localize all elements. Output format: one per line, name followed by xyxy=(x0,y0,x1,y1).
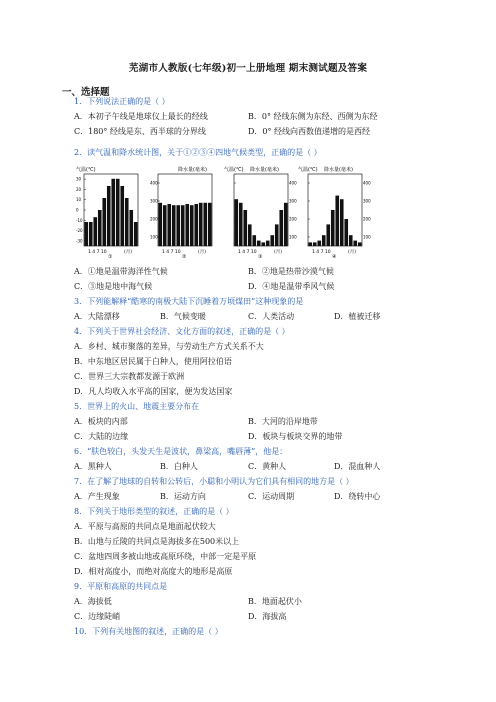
question-4: 4．下列关于世界社会经济、文化方面的叙述，正确的是（ ） xyxy=(74,327,290,336)
bar xyxy=(116,179,120,246)
bar xyxy=(163,205,167,246)
bar xyxy=(125,198,129,246)
bar xyxy=(322,235,326,246)
option-1d: D．0° 经线向西数值递增的是西经 xyxy=(248,127,371,136)
question-6: 6．“肤色较白，头发天生是波状，鼻梁高，嘴唇薄”，他是： xyxy=(74,447,288,456)
option-7b: B．运动方向 xyxy=(160,492,206,501)
climate-charts xyxy=(74,165,371,260)
chart-4-precip-label: 降水量(毫米) xyxy=(324,167,353,173)
bar xyxy=(167,204,171,246)
bar xyxy=(102,198,106,246)
bar xyxy=(181,205,185,246)
tick-label: 0 xyxy=(76,207,79,213)
bar xyxy=(270,235,274,246)
tick-label: 200 xyxy=(289,216,297,222)
option-9d: D．海拔高 xyxy=(248,612,287,621)
section-heading: 一、选择题 xyxy=(62,87,110,98)
bar xyxy=(248,224,252,246)
tick-label: 400 xyxy=(150,180,158,186)
question-8: 8．下列关于地形类型的叙述，正确的是（ ） xyxy=(74,507,234,516)
bar xyxy=(266,241,270,246)
option-9b: B．地面起伏小 xyxy=(248,597,302,606)
option-5a: A．板块的内部 xyxy=(74,417,128,426)
chart-3-temp-label: 气温(℃) xyxy=(224,167,244,173)
option-7d: D．绕转中心 xyxy=(334,492,381,501)
tick-label: 100 xyxy=(289,234,297,240)
option-5d: D．板块与板块交界的地带 xyxy=(248,432,343,441)
option-7c: C．运动周期 xyxy=(248,492,295,501)
bar xyxy=(208,203,212,246)
bar xyxy=(120,186,124,246)
chart-1-months: 1 4 7 10 xyxy=(88,250,107,255)
chart-3-num: ③ xyxy=(258,254,263,260)
option-6d: D．混血种人 xyxy=(334,462,381,471)
option-2b: B．②地是热带沙漠气候 xyxy=(248,267,334,276)
chart-4-month-unit: (月) xyxy=(348,250,357,255)
bar xyxy=(344,219,348,246)
climate-chart-2 xyxy=(150,166,212,260)
chart-1-ylabel: 气温(℃) xyxy=(76,167,96,173)
bar xyxy=(313,242,317,246)
tick-label: -10 xyxy=(76,217,83,223)
tick-label: -30 xyxy=(76,238,83,244)
chart-1-month-unit: (月) xyxy=(124,250,133,255)
tick-label: -20 xyxy=(76,228,83,234)
option-6a: A．黑种人 xyxy=(74,462,112,471)
option-2a: A．①地是温带海洋性气候 xyxy=(74,267,168,276)
chart-3-months: 1 4 7 10 xyxy=(238,250,257,255)
tick-label: 20 xyxy=(76,186,82,192)
option-1c: C．180° 经线是东、西半球的分界线 xyxy=(74,127,206,136)
bar xyxy=(275,224,279,246)
bar xyxy=(331,210,335,246)
question-5: 5．世界上的火山、地震主要分布在 xyxy=(74,402,200,411)
climate-chart-1 xyxy=(76,166,138,260)
bar xyxy=(335,196,339,246)
page-title: 芜湖市人教版(七年级)初一上册地理 期末测试题及答案 xyxy=(128,63,368,74)
bar xyxy=(98,210,102,246)
option-2d: D．④地是温带季风气候 xyxy=(248,282,335,291)
climate-chart-4 xyxy=(298,166,371,260)
tick-label: 100 xyxy=(150,234,158,240)
bar xyxy=(234,199,238,246)
option-5b: B．大河的沿岸地带 xyxy=(248,417,318,426)
option-2c: C．③地是地中海气候 xyxy=(74,282,153,291)
tick-label: 100 xyxy=(363,234,371,240)
option-8d: D．相对高度小，而绝对高度大的地形是高原 xyxy=(74,567,233,576)
chart-3-month-unit: (月) xyxy=(274,250,283,255)
bar xyxy=(243,210,247,246)
bar xyxy=(340,199,344,246)
option-7a: A．产生现象 xyxy=(74,492,120,501)
bar xyxy=(252,235,256,246)
question-2: 2．读气温和降水统计图，关于①②③④四地气候类型，正确的是（ ） xyxy=(74,148,322,157)
bar xyxy=(176,205,180,246)
option-6b: B．白种人 xyxy=(160,462,198,471)
question-9: 9．平原和高原的共同点是 xyxy=(74,582,168,591)
bar xyxy=(129,210,133,246)
bar xyxy=(326,224,330,246)
option-4c: C．世界三大宗教都发源于欧洲 xyxy=(74,372,185,381)
tick-label: 400 xyxy=(363,180,371,186)
bar xyxy=(358,242,362,246)
tick-label: 300 xyxy=(289,198,297,204)
bar xyxy=(317,241,321,246)
bar xyxy=(349,235,353,246)
bar xyxy=(353,241,357,246)
bar xyxy=(84,222,88,246)
bar xyxy=(203,203,207,246)
bar xyxy=(279,210,283,246)
bar xyxy=(194,204,198,246)
bar xyxy=(158,203,162,246)
climate-chart-3 xyxy=(224,166,297,260)
option-8c: C．盆地四周多被山地或高原环绕，中部一定是平原 xyxy=(74,552,257,561)
tick-label: 200 xyxy=(363,216,371,222)
chart-2-num: ② xyxy=(182,254,187,260)
chart-4-temp-label: 气温(℃) xyxy=(298,167,318,173)
question-7: 7．在了解了地球的自转和公转后，小聪和小明认为它们具有相同的地方是（ ） xyxy=(74,477,354,486)
option-3b: B．气候变暖 xyxy=(160,312,206,321)
tick-label: 10 xyxy=(76,197,82,203)
bar xyxy=(284,203,288,246)
bar xyxy=(111,179,115,246)
bar xyxy=(185,204,189,246)
option-8b: B．山地与丘陵的共同点是海拔多在500米以上 xyxy=(74,537,240,546)
chart-4-months: 1 4 7 10 xyxy=(312,250,331,255)
bar xyxy=(239,203,243,246)
bar xyxy=(308,242,312,246)
option-3c: C．人类活动 xyxy=(248,312,295,321)
chart-1-num: ① xyxy=(108,254,113,260)
chart-2-ylabel: 降水量(毫米) xyxy=(178,167,207,173)
bar xyxy=(134,222,138,246)
bar xyxy=(199,203,203,246)
option-9a: A．海拔低 xyxy=(74,597,112,606)
tick-label: 200 xyxy=(150,216,158,222)
chart-3-precip-label: 降水量(毫米) xyxy=(250,167,279,173)
tick-label: 400 xyxy=(289,180,297,186)
option-3d: D．植被迁移 xyxy=(334,312,381,321)
chart-2-months: 1 4 7 10 xyxy=(162,250,181,255)
chart-2-month-unit: (月) xyxy=(198,250,207,255)
question-3: 3．下列能解释“酷寒的南极大陆下沉睡着万顷煤田”这种现象的是 xyxy=(74,297,304,306)
option-9c: C．边缘陡峭 xyxy=(74,612,121,621)
bar xyxy=(107,186,111,246)
question-1: 1．下列说法正确的是（ ） xyxy=(74,97,170,106)
tick-label: 300 xyxy=(150,198,158,204)
option-8a: A．平原与高原的共同点是地面起伏较大 xyxy=(74,522,216,531)
tick-label: 30 xyxy=(76,176,82,182)
option-4d: D．凡人均收入水平高的国家，便为发达国家 xyxy=(74,387,233,396)
option-3a: A．大陆漂移 xyxy=(74,312,120,321)
bar xyxy=(257,241,261,246)
option-1b: B．0° 经线东侧为东经、西侧为东经 xyxy=(248,112,378,121)
bar xyxy=(261,242,265,246)
option-5c: C．大陆的边缘 xyxy=(74,432,129,441)
chart-4-frame xyxy=(308,174,362,246)
bar xyxy=(172,205,176,246)
option-6c: C．黄种人 xyxy=(248,462,287,471)
bar xyxy=(89,222,93,246)
bar xyxy=(93,217,97,246)
tick-label: 300 xyxy=(363,198,371,204)
option-4b: B．中东地区居民属于白种人，使用阿拉伯语 xyxy=(74,357,232,366)
option-1a: A．本初子午线是地球仪上最长的经线 xyxy=(74,112,208,121)
option-4a: A．乡村、城市聚落的差异，与劳动生产方式关系不大 xyxy=(74,342,264,351)
chart-4-num: ④ xyxy=(332,254,337,260)
question-10: 10．下列有关地图的叙述，正确的是（ ） xyxy=(74,627,223,636)
bar xyxy=(190,205,194,246)
